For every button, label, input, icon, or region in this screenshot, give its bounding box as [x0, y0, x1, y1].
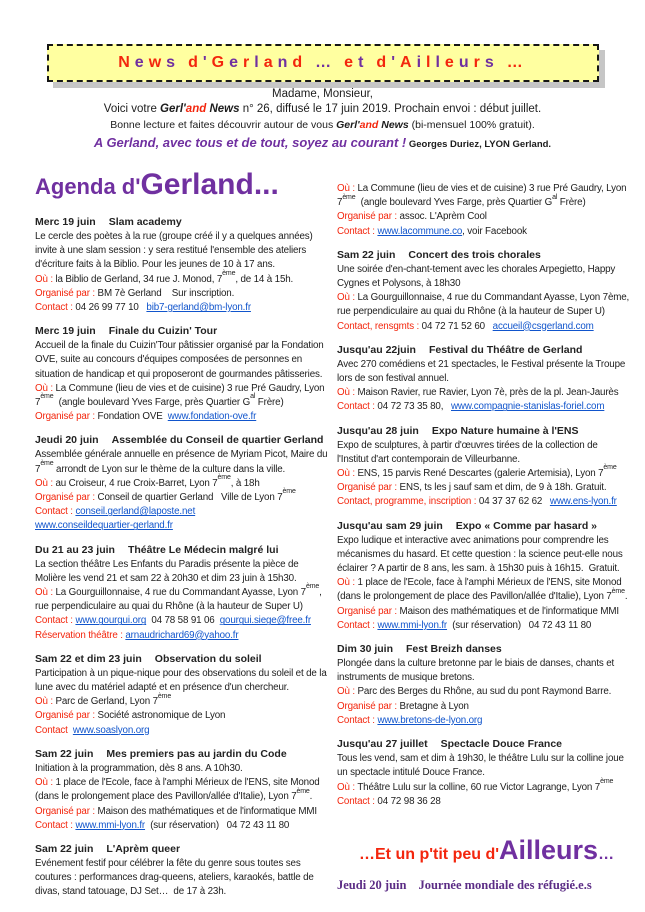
superscript: ème	[603, 464, 617, 472]
field-text: ENS, 15 parvis René Descartes (galerie Artemisia), Lyon 7ème	[354, 464, 617, 480]
event-description: Expo ludique et interactive avec animations pour comprendre les mécanismes du hasard. Et cette question : la science peut-elle nous éclairer ? A partir de 8 ans, les sam. à 15h30 puis à 16h15. Gratuit.	[337, 534, 626, 575]
event-field-line	[337, 400, 631, 414]
title-letter: '	[202, 54, 212, 71]
event-field-line	[337, 182, 631, 210]
event-field-line	[337, 619, 631, 633]
contact-link[interactable]: www.conseildequartier-gerland.fr	[35, 520, 173, 532]
field-text: 04 78 58 91 06	[146, 615, 220, 627]
superscript: al	[552, 193, 558, 201]
contact-link[interactable]: conseil.gerland@laposte.net	[75, 506, 196, 518]
superscript: ème	[222, 269, 236, 277]
event-item	[35, 325, 331, 424]
brand-name: and	[359, 119, 379, 131]
title-letter: …	[506, 54, 528, 71]
event-description: Expo de sculptures, à partir d'œuvres tirées de la collection de l'Institut d'art contemporain de Villeurbanne.	[337, 439, 601, 465]
author-credit: Georges Duriez, LYON Gerland.	[406, 139, 552, 150]
field-label: Où :	[337, 387, 355, 399]
ailleurs-event	[337, 878, 631, 893]
superscript: ème	[296, 787, 310, 795]
field-text: Parc des Berges du Rhône, au sud du pont Raymond Barre.	[354, 686, 612, 698]
event-date: Jeudi 20 juin	[337, 877, 407, 892]
superscript: ème	[40, 459, 54, 467]
title-letter: n	[277, 54, 293, 71]
issue-line	[0, 103, 645, 115]
share-line	[0, 119, 645, 131]
title-letter: u	[458, 54, 474, 71]
event-field-line	[337, 714, 631, 728]
field-text: La Gourguillonnaise, 4 rue du Commandant Ayasse, Lyon 7ème, rue perpendiculaire au quai du Rhône (à la hauteur de Super U)	[337, 292, 632, 318]
event-field-line	[337, 320, 631, 334]
event-item	[35, 216, 331, 315]
title-letter: '	[391, 54, 400, 71]
field-label: Où :	[337, 468, 355, 480]
field-label: Organisé par :	[337, 700, 397, 712]
field-text: 04 37 37 62 62	[476, 496, 550, 508]
event-date: Sam 22 juin	[337, 248, 396, 261]
event-item	[337, 249, 631, 334]
event-field-line	[337, 700, 631, 714]
superscript: ème	[611, 587, 625, 595]
event-title: Expo Nature humaine à l'ENS	[431, 424, 579, 437]
event-field-line	[35, 776, 331, 804]
event-field-line	[35, 692, 331, 709]
event-title: Journée mondiale des réfugié.e.s	[418, 877, 592, 892]
slogan-line	[0, 134, 645, 152]
title-letter: A	[400, 54, 417, 71]
contact-link[interactable]: www.bretons-de-lyon.org	[377, 714, 483, 726]
event-field-line	[337, 685, 631, 699]
event-title: Théâtre Le Médecin malgré lui	[127, 543, 279, 556]
title-letter: t	[358, 54, 369, 71]
event-heading	[35, 434, 331, 446]
event-date: Jeudi 20 juin	[35, 434, 99, 447]
heading-red-text: …Et un p'tit peu d'	[359, 845, 500, 863]
title-letter: G	[211, 54, 230, 71]
contact-link[interactable]: www.mmi-lyon.fr	[377, 619, 448, 631]
event-description: La section théâtre Les Enfants du Paradis présente la pièce de Molière les vend 21 et sam 22 à 20h30 et dim 23 juin à 15h30.	[35, 558, 302, 584]
contact-link[interactable]: www.mmi-lyon.fr	[75, 819, 146, 831]
field-label: Contact :	[337, 401, 375, 413]
event-description: Assemblée générale annuelle en présence de Myriam Picot, Maire du 7ème arrondt de Lyon sur le thème de la culture dans la ville.	[35, 449, 331, 475]
field-text: Parc de Gerland, Lyon 7ème	[52, 692, 172, 708]
event-title: Spectacle Douce France	[440, 738, 562, 751]
event-title: Observation du soleil	[154, 652, 262, 665]
event-item	[337, 520, 631, 633]
title-letter: d	[188, 54, 203, 71]
agenda-gerland-heading	[35, 168, 331, 202]
event-date: Du 21 au 23 juin	[35, 543, 115, 556]
right-column	[337, 168, 631, 893]
superscript: ème	[282, 488, 296, 496]
event-date: Dim 30 juin	[337, 643, 394, 656]
event-description: Participation à un pique-nique pour des observations du soleil et de la lune avec du matériel adapté et en présence d'un chercheur.	[35, 667, 330, 694]
event-field-line	[337, 481, 631, 495]
event-field-line	[35, 805, 331, 819]
field-text: assoc. L'Aprèm Cool	[396, 211, 487, 223]
contact-link[interactable]: bib7-gerland@bm-lyon.fr	[146, 302, 251, 314]
title-letter: s	[166, 54, 181, 71]
event-date: Jusqu'au 27 juillet	[337, 738, 428, 751]
field-label: Où :	[337, 781, 355, 793]
event-field-line	[337, 225, 631, 239]
title-letter: d	[376, 54, 392, 71]
event-heading	[337, 344, 631, 356]
event-field-line	[35, 410, 331, 424]
field-label: Contact :	[337, 619, 375, 631]
event-field-line	[35, 709, 331, 723]
title-spacer	[336, 54, 344, 72]
field-label: Où :	[35, 696, 53, 708]
event-title: Finale du Cuizin' Tour	[108, 325, 218, 338]
event-heading	[337, 738, 631, 750]
event-heading	[35, 843, 331, 855]
field-text: 04 72 98 36 28	[374, 795, 441, 807]
event-item	[337, 344, 631, 415]
event-heading	[337, 425, 631, 437]
field-text: La Commune (lieu de vies et de cuisine) 3 rue Pré Gaudry, Lyon 7ème (angle boulevard Yves Farge, près Quartier $G^{al}$ Frère)	[337, 183, 630, 209]
contact-link[interactable]: www.compagnie-stanislas-foriel.com	[451, 401, 605, 413]
event-date: Sam 22 juin	[35, 842, 94, 855]
title-letter: d	[292, 54, 308, 71]
field-label: Où :	[337, 577, 355, 589]
event-heading	[35, 216, 331, 228]
event-field-line	[35, 488, 331, 505]
event-description: Initiation à la programmation, dès 8 ans. A 10h30.	[35, 762, 243, 774]
issue-text-pre: Voici votre	[103, 103, 161, 115]
title-letter: l	[435, 54, 445, 71]
event-item	[337, 738, 631, 809]
superscript: ème	[217, 474, 231, 482]
field-text: Maison des mathématiques et de l'informatique MMI	[396, 605, 619, 617]
contact-link[interactable]: gourgui.siege@free.fr	[219, 615, 311, 627]
event-item	[35, 434, 331, 533]
superscript: ème	[342, 193, 356, 201]
title-letter: i	[416, 54, 427, 71]
event-title: L'Aprèm queer	[106, 842, 181, 855]
field-label: Où :	[337, 686, 355, 698]
event-title: Slam academy	[108, 216, 182, 228]
brand-name: Gerl'	[160, 103, 186, 115]
field-text: 04 72 71 52 60	[419, 320, 493, 332]
event-date: Merc 19 juin	[35, 325, 96, 338]
heading-dots: …	[598, 845, 615, 863]
title-letter: e	[134, 54, 149, 71]
share-text-post: (bi-mensuel 100% gratuit).	[408, 119, 535, 131]
field-label: Organisé par :	[35, 492, 95, 504]
field-text: BM 7è Gerland Sur inscription.	[94, 287, 235, 299]
field-text: La Commune (lieu de vies et de cuisine) 3 rue Pré Gaudry, Lyon 7ème (angle boulevard Yves Farge, près Quartier $G^{al}$ Frère)	[35, 382, 328, 409]
event-field-line	[35, 505, 331, 519]
field-text: 04 26 99 77 10	[72, 302, 147, 314]
superscript: ème	[600, 777, 614, 785]
event-item	[337, 425, 631, 510]
agenda-event-list-continued	[337, 182, 631, 809]
field-label: Réservation théâtre :	[35, 629, 123, 641]
event-field-line	[337, 795, 631, 809]
event-field-line	[35, 519, 331, 533]
field-label: Contact :	[337, 714, 375, 726]
event-date: Sam 22 juin	[35, 747, 94, 760]
contact-link[interactable]: arnaudrichard69@yahoo.fr	[125, 629, 239, 641]
field-label: Contact :	[337, 795, 375, 807]
event-heading	[35, 748, 331, 760]
event-field-line	[337, 464, 631, 481]
field-label: Contact :	[35, 819, 73, 831]
event-field-line	[337, 210, 631, 224]
brand-name: News	[378, 119, 409, 131]
superscript: al	[250, 393, 256, 401]
field-text: Maison Ravier, rue Ravier, Lyon 7è, près de la pl. Jean-Jaurès	[354, 387, 619, 399]
field-text: (sur réservation) 04 72 43 11 80	[145, 819, 290, 831]
heading-big-text: Gerland...	[140, 168, 279, 201]
event-title: Festival du Théâtre de Gerland	[428, 343, 583, 356]
brand-name: and	[185, 103, 207, 115]
event-heading	[35, 544, 331, 556]
field-text: , voir Facebook	[462, 225, 527, 237]
event-description: Avec 270 comédiens et 21 spectacles, le Festival présente la Troupe lors de son festival annuel.	[337, 358, 628, 385]
event-field-line	[35, 382, 331, 410]
field-text: Société astronomique de Lyon	[94, 710, 226, 722]
event-item	[35, 544, 331, 643]
field-text: (sur réservation) 04 72 43 11 80	[447, 619, 592, 631]
event-item	[337, 643, 631, 728]
title-letter: s	[484, 54, 499, 71]
field-text: 1 place de l'Ecole, face à l'amphi Mérieux de l'ENS, site Monod (dans le prolongement place des Pavillon/allée d'Italie), Lyon 7ème.	[35, 777, 323, 803]
event-heading	[35, 653, 331, 665]
field-label: Contact, rensgmts :	[337, 320, 420, 332]
event-item	[35, 748, 331, 833]
field-label: Organisé par :	[35, 805, 95, 817]
field-label: Organisé par :	[35, 287, 95, 299]
event-date: Sam 22 et dim 23 juin	[35, 652, 142, 665]
field-label: Contact	[35, 724, 68, 736]
superscript: ème	[40, 393, 54, 401]
title-spacer	[307, 54, 315, 72]
field-label: Où :	[35, 477, 53, 489]
field-label: Où :	[35, 777, 53, 789]
field-text: ENS, ts les j sauf sam et dim, de 9 à 18h. Gratuit.	[396, 482, 607, 494]
event-field-line	[35, 724, 331, 738]
field-text: La Gourguillonnaise, 4 rue du Commandant Ayasse, Lyon 7ème, rue perpendiculaire au quai du Rhône (à la hauteur de Super U)	[35, 583, 325, 613]
event-description: Tous les vend, sam et dim à 19h30, le théâtre Lulu sur la colline joue un spectacle intitulé Douce France.	[337, 753, 627, 779]
event-title: Assemblée du Conseil de quartier Gerland	[111, 434, 324, 447]
event-field-line	[337, 777, 631, 795]
title-letter: w	[148, 54, 167, 71]
field-label: Organisé par :	[337, 211, 397, 223]
field-label: Organisé par :	[337, 605, 397, 617]
slogan-text: A Gerland, avec tous et de tout, soyez au courant !	[93, 135, 407, 150]
contact-link[interactable]: www.lacommune.co	[377, 225, 463, 237]
event-description: Plongée dans la culture bretonne par le biais de danses, chants et instruments de musique bretons.	[337, 658, 617, 684]
field-label: Où :	[35, 273, 53, 285]
title-spacer	[499, 54, 507, 72]
contact-link[interactable]: www.gourgui.org	[75, 615, 147, 627]
field-label: Contact :	[35, 506, 73, 518]
superscript: ème	[305, 583, 320, 591]
title-letter: N	[118, 54, 135, 71]
heading-small-text: Agenda d'	[35, 174, 141, 199]
event-heading	[337, 249, 631, 261]
title-letter: r	[473, 54, 485, 71]
event-description: Le cercle des poètes à la rue (groupe créé il y a quelques années) invite à une slam session : y sera restitué l'ensemble des ateliers d'écriture faits à la Biblio. Pour les jeunes de 10 à 17 ans.	[35, 231, 316, 271]
title-letter: a	[263, 54, 278, 71]
event-field-line	[337, 386, 631, 400]
event-item	[35, 843, 331, 900]
field-text: 04 72 73 35 80,	[374, 401, 451, 413]
greeting-line: Madame, Monsieur,	[272, 88, 373, 100]
field-text: Conseil de quartier Gerland Ville de Lyon 7ème	[94, 488, 296, 504]
field-label: Organisé par :	[35, 411, 95, 423]
field-text: Théâtre Lulu sur la colline, 60 rue Victor Lagrange, Lyon 7ème	[354, 777, 614, 793]
title-letter: e	[229, 54, 244, 71]
title-letter: e	[344, 54, 359, 71]
event-heading	[337, 520, 631, 532]
title-letter: r	[243, 54, 255, 71]
event-date: Merc 19 juin	[35, 216, 96, 228]
event-description: Accueil de la finale du Cuizin'Tour pâtissier organisé par la Fondation OVE, suite au concours d'équipes composées de personnes en situation de handicap et qui proposeront de gourmandes pâtisseries.	[35, 340, 327, 380]
event-description: Une soirée d'en-chant-tement avec les chorales Arpegietto, Happy Cygnes et Polysons, à 18h30	[337, 263, 618, 290]
title-letter: …	[315, 54, 337, 71]
event-field-line	[337, 576, 631, 604]
title-letter: l	[426, 54, 436, 71]
field-label: Organisé par :	[337, 482, 397, 494]
field-text: Bretagne à Lyon	[396, 700, 469, 712]
event-heading	[337, 643, 631, 655]
event-date: Jusqu'au 28 juin	[337, 424, 419, 437]
event-field-line	[35, 583, 331, 614]
contact-link[interactable]: www.soaslyon.org	[72, 724, 150, 736]
intro-block	[0, 88, 645, 152]
newsletter-title	[118, 54, 528, 72]
event-field-line	[35, 819, 331, 833]
event-field-line	[35, 269, 331, 287]
event-title: Concert des trois chorales	[408, 248, 541, 261]
field-text: au Croiseur, 4 rue Croix-Barret, Lyon 7ème, à 18h	[52, 474, 260, 489]
field-text: la Biblio de Gerland, 34 rue J. Monod, 7ème, de 14 à 15h.	[52, 269, 294, 285]
contact-link[interactable]: www.ens-lyon.fr	[549, 496, 617, 508]
event-field-line	[337, 605, 631, 619]
event-title: Fest Breizh danses	[406, 643, 502, 656]
share-text-pre: Bonne lecture et faites découvrir autour de vous	[110, 119, 337, 131]
title-letter: e	[444, 54, 459, 71]
issue-text-post: n° 26, diffusé le 17 juin 2019. Prochain envoi : début juillet.	[239, 103, 542, 115]
field-label: Organisé par :	[35, 710, 95, 722]
event-title: Expo « Comme par hasard »	[455, 519, 597, 532]
brand-name: News	[206, 103, 240, 115]
field-label: Contact :	[337, 225, 375, 237]
heading-big-text: Ailleurs	[499, 834, 599, 865]
agenda-column	[35, 168, 331, 910]
contact-link[interactable]: www.fondation-ove.fr	[167, 411, 257, 423]
event-heading	[35, 325, 331, 337]
title-letter: l	[254, 54, 264, 71]
field-label: Contact :	[35, 302, 73, 314]
agenda-event-list	[35, 216, 331, 900]
event-field-line	[35, 629, 331, 643]
event-field-line	[337, 495, 631, 509]
event-field-line	[35, 287, 331, 301]
field-text: 1 place de l'Ecole, face à l'amphi Mérieux de l'ENS, site Monod (dans le prolongement de place des Pavillon/allée d'Italie), Lyon 7ème.	[337, 577, 628, 603]
field-text: Fondation OVE	[94, 411, 168, 423]
ailleurs-heading	[337, 835, 631, 866]
field-label: Où :	[35, 587, 53, 599]
superscript: ème	[157, 692, 172, 700]
field-label: Contact :	[35, 615, 73, 627]
title-spacer	[180, 54, 188, 72]
field-text: Maison des mathématiques et de l'informatique MMI	[94, 805, 317, 817]
event-item	[337, 182, 631, 239]
field-label: Où :	[35, 382, 53, 394]
event-field-line	[35, 614, 331, 628]
event-field-line	[337, 291, 631, 319]
event-description: Evénement festif pour célébrer la fête du genre sous toutes ses coutures : performances drag-queens, ateliers, karaokés, battle de divas, stand tatouage, DJ Set… de 17 à 23h.	[35, 857, 317, 898]
event-field-line	[35, 301, 331, 315]
event-date: Jusqu'au sam 29 juin	[337, 519, 443, 532]
field-label: Contact, programme, inscription :	[337, 496, 477, 508]
newsletter-title-banner	[47, 44, 599, 82]
event-item	[35, 653, 331, 738]
event-title: Mes premiers pas au jardin du Code	[106, 747, 287, 760]
event-date: Jusqu'au 22juin	[337, 343, 416, 356]
brand-name: Gerl'	[336, 119, 360, 131]
contact-link[interactable]: accueil@csgerland.com	[492, 320, 594, 332]
field-label: Où :	[337, 292, 355, 304]
field-label: Où :	[337, 183, 355, 194]
